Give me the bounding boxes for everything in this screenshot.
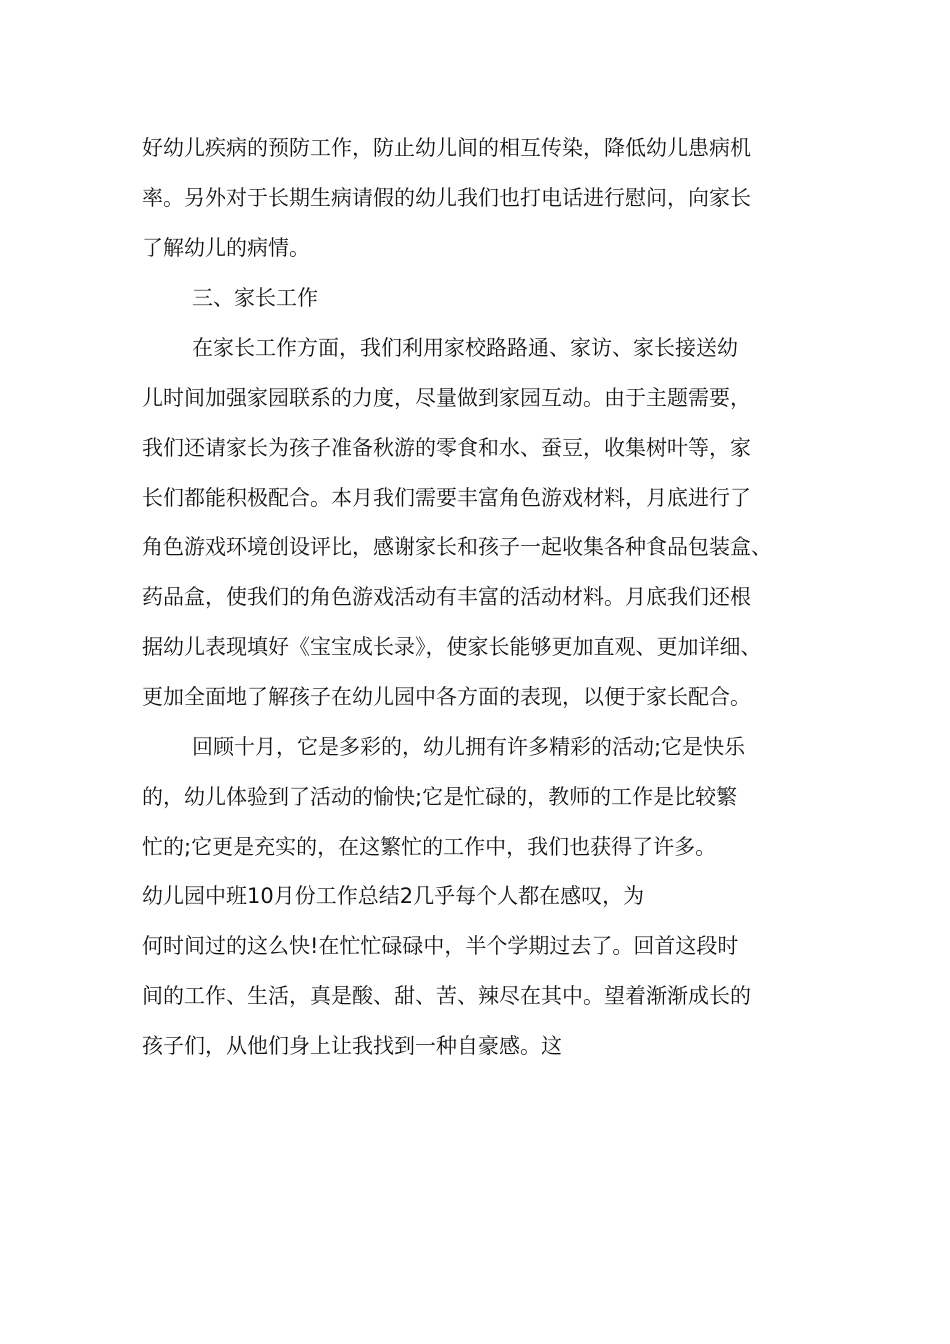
text-line: 据幼儿表现填好《宝宝成长录》，使家长能够更加直观、更加详细、 [142, 635, 762, 659]
text-line: 儿时间加强家园联系的力度，尽量做到家园互动。由于主题需要， [142, 386, 751, 410]
text-line: 了解幼儿的病情。 [142, 236, 310, 260]
text-line: 何时间过的这么快!在忙忙碌碌中，半个学期过去了。回首这段时 [142, 934, 739, 958]
text-line: 回顾十月，它是多彩的，幼儿拥有许多精彩的活动;它是快乐 [192, 735, 746, 759]
text-line: 在家长工作方面，我们利用家校路路通、家访、家长接送幼 [192, 336, 738, 360]
text-line: 更加全面地了解孩子在幼儿园中各方面的表现，以便于家长配合。 [142, 685, 751, 709]
text-line: 长们都能积极配合。本月我们需要丰富角色游戏材料，月底进行了 [142, 486, 751, 510]
text-line: 孩子们，从他们身上让我找到一种自豪感。这 [142, 1034, 562, 1058]
text-line: 我们还请家长为孩子准备秋游的零食和水、蚕豆，收集树叶等，家 [142, 436, 751, 460]
text-line: 药品盒，使我们的角色游戏活动有丰富的活动材料。月底我们还根 [142, 585, 751, 609]
text-line: 幼儿园中班10月份工作总结2几乎每个人都在感叹，为 [142, 884, 645, 908]
text-line: 忙的;它更是充实的，在这繁忙的工作中，我们也获得了许多。 [142, 835, 717, 859]
text-line: 间的工作、生活，真是酸、甜、苦、辣尽在其中。望着渐渐成长的 [142, 984, 751, 1008]
text-line: 率。另外对于长期生病请假的幼儿我们也打电话进行慰问，向家长 [142, 186, 751, 210]
text-line: 的，幼儿体验到了活动的愉快;它是忙碌的，教师的工作是比较繁 [142, 785, 738, 809]
section-heading: 三、家长工作 [192, 286, 318, 310]
text-line: 好幼儿疾病的预防工作，防止幼儿间的相互传染，降低幼儿患病机 [142, 136, 751, 160]
text-line: 角色游戏环境创设评比，感谢家长和孩子一起收集各种食品包装盒、 [142, 535, 772, 559]
